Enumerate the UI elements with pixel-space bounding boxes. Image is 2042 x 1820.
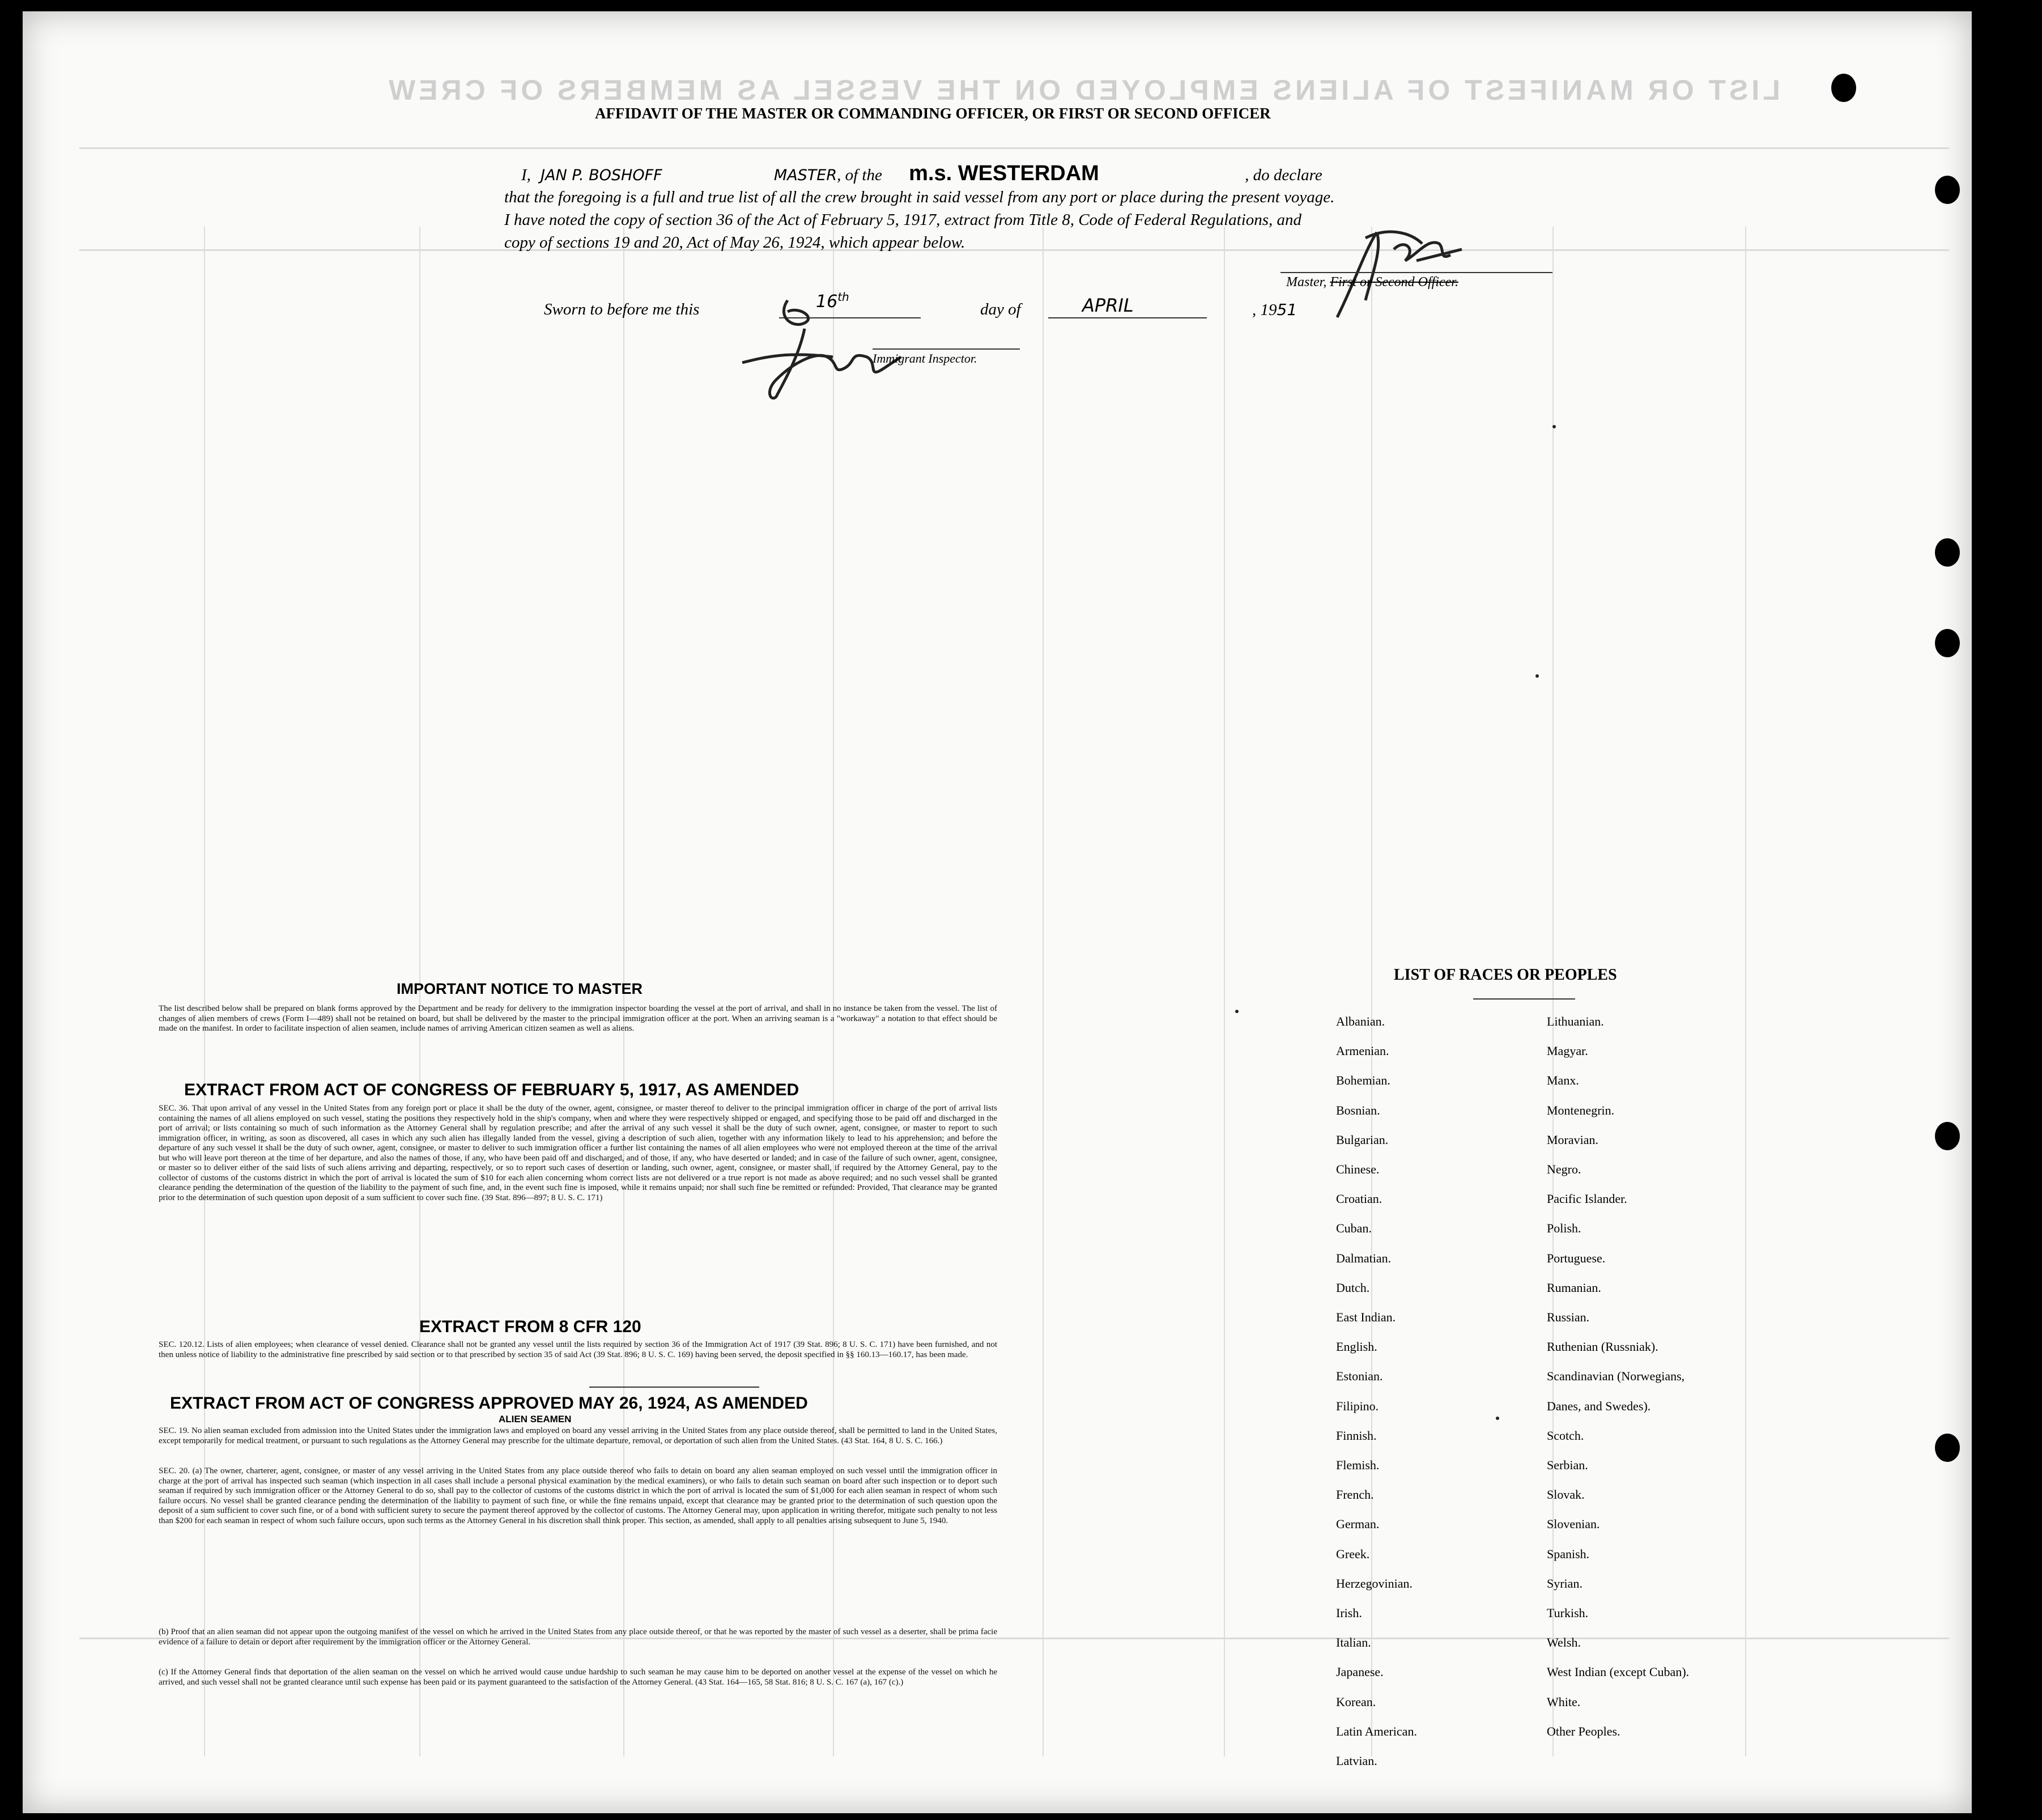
stray-mark [1235, 1010, 1239, 1013]
race-item: Rumanian. [1547, 1280, 1601, 1295]
ghost-column-line [1224, 227, 1225, 1757]
manifest-page [23, 11, 1972, 1813]
race-item: Armenian. [1336, 1044, 1389, 1058]
extract-1924-body-2: SEC. 20. (a) The owner, charterer, agent, consignee, or master of any vessel arriving in the United States from any place outside thereof who fails to detain on board any alien seaman employed on such vessel until the immigration officer in charge at the port of arrival has inspected such seaman (which inspection in all cases shall include a personal physical examination by the medical examiners), or who fails to detain such seaman on board after such inspection or to deport such seaman if required by such immigration officer or the Attorney General to do so, shall pay to the collector of customs of the customs district in which the port of arrival is located the sum of $1,000 for each alien seaman in respect of whom such failure occurs. No vessel shall be granted clearance pending the determination of the liability to payment of such fine, or while the fine remains unpaid, except that clearance may be granted prior to the determination of such question upon the deposit of a sum sufficient to cover such fine, or of a bond with sufficient surety to secure the payment thereof approved by the collector of customs. The Attorney General may, upon application in writing therefor, mitigate such penalty to not less than $200 for each seaman in respect of whom such failure occurs, upon such terms as the Attorney General in his discretion shall think proper. This section, as amended, shall apply to all penalties arising subsequent to June 5, 1940. [159, 1466, 997, 1525]
race-item: Scotch. [1547, 1428, 1584, 1443]
stray-mark [1496, 1417, 1499, 1420]
extract-cfr-title: EXTRACT FROM 8 CFR 120 [419, 1317, 641, 1336]
day-of-label: day of [980, 300, 1021, 318]
extract-cfr-body: SEC. 120.12. Lists of alien employees; when clearance of vessel denied. Clearance shall not be granted any vessel until the lists required by section 36 of the Immigration Act of 1917 (39 Stat. 896; 8 U. S. C. 171) have been furnished, and not then unless notice of liability to the administrative fine prescribed by said section or to that prescribed by section 35 of said Act (39 Stat. 896; 8 U. S. C. 169) having been served, the deposit specified in §§ 160.13—160.17, has been made. [159, 1340, 997, 1359]
sworn-month: APRIL [1082, 295, 1134, 316]
do-declare-text: , do declare [1245, 166, 1322, 184]
punch-hole [1831, 74, 1856, 102]
race-item: Korean. [1336, 1694, 1376, 1709]
race-item: Moravian. [1547, 1132, 1599, 1147]
inspector-label: Immigrant Inspector. [873, 351, 977, 365]
race-item: Latvian. [1336, 1754, 1377, 1768]
role-struck: First or Second Officer. [1330, 275, 1458, 290]
race-item: Pacific Islander. [1547, 1192, 1627, 1206]
stray-mark [1552, 425, 1556, 428]
affidavit-line-1 [521, 161, 1322, 186]
master-signature [1331, 215, 1473, 331]
year-suffix: 51 [1277, 300, 1297, 319]
race-item: Croatian. [1336, 1192, 1382, 1206]
race-item: Greek. [1336, 1546, 1370, 1561]
race-item: Finnish. [1336, 1428, 1377, 1443]
sworn-day-suffix: th [837, 290, 849, 304]
signature-line [1280, 272, 1552, 273]
race-item: Lithuanian. [1547, 1014, 1604, 1028]
extract-1917-title: EXTRACT FROM ACT OF CONGRESS OF FEBRUARY 5, 1917, AS AMENDED [184, 1081, 799, 1099]
race-item: Danes, and Swedes). [1547, 1398, 1651, 1413]
extract-1917-body: SEC. 36. That upon arrival of any vessel in the United States from any foreign port or place it shall be the duty of the owner, agent, consignee, or master thereof to deliver to the principal immigration officer in charge of the port of arrival lists containing the names of all aliens employed on such vessel, stating the positions they respectively hold in the ship's company, when and where they were respectively shipped or engaged, and specifying those to be paid off and discharged in the port of arrival; or lists containing so much of such information as the Attorney General shall by regulation prescribe; and after the arrival of any such vessel it shall be the duty of such owner, agent, consignee, or master to report to such immigration officer, in writing, as soon as discovered, all cases in which any such alien has illegally landed from the vessel, giving a description of such alien, together with any information likely to lead to his apprehension; and before the departure of any such vessel it shall be the duty of such owner, agent, consignee, or master to deliver to such immigration officer a further list containing the names of all alien employees who were not employed thereon at the time of the arrival but who will leave port thereon at the time of her departure, and also the names of those, if any, who have been paid off and discharged, and of those, if any, who have deserted or landed; and in case of the failure of such owner, agent, consignee, or master so to deliver either of the said lists of such aliens arriving and departing, respectively, or so to report such cases of desertion or landing, such owner, agent, consignee, or master shall, if required by the Attorney General, pay to the collector of customs of the customs district in which the port of arrival is located the sum of $10 for each alien concerning whom correct lists are not delivered or a true report is not made as above required; and no such vessel shall be granted clearance pending the determination of the question of the liability to the payment of such fine, and, in the event such fine is imposed, while it remains unpaid; nor shall such fine be remitted or refunded: Provided, That clearance may be granted prior to the determination of such question upon deposit of a sum sufficient to cover such fine. (39 Stat. 896—897; 8 U. S. C. 171) [159, 1104, 997, 1202]
ghost-rule [79, 249, 1949, 251]
race-item: Chinese. [1336, 1162, 1380, 1176]
ghost-column-line [1043, 227, 1044, 1757]
race-item: French. [1336, 1487, 1374, 1502]
race-item: Magyar. [1547, 1044, 1588, 1058]
race-item: Ruthenian (Russniak). [1547, 1340, 1658, 1354]
race-item: Albanian. [1336, 1014, 1385, 1028]
race-item: Negro. [1547, 1162, 1581, 1176]
punch-hole [1935, 538, 1960, 567]
race-item: Dutch. [1336, 1280, 1370, 1295]
ghost-rule [79, 147, 1949, 149]
race-item: Polish. [1547, 1221, 1581, 1236]
extract-1924-subtitle: ALIEN SEAMEN [499, 1414, 572, 1424]
race-item: White. [1547, 1694, 1581, 1709]
extract-1924-body-4: (c) If the Attorney General finds that deportation of the alien seaman on the vessel on which he arrived would cause undue hardship to such seaman he may cause him to be deported on another vessel at the expense of the vessel on which he arrived, and such vessel shall not be granted clearance until such expense has been paid or its payment guaranteed to the satisfaction of the Attorney General. (43 Stat. 164—165, 58 Stat. 816; 8 U. S. C. 167 (a), 167 (c).) [159, 1668, 997, 1687]
sworn-year [1252, 300, 1297, 320]
race-item: Herzegovinian. [1336, 1576, 1413, 1591]
affidavit-line-3: I have noted the copy of section 36 of the Act of February 5, 1917, extract from Title 8, Code of Federal Regulations, and [504, 211, 1302, 229]
stray-mark [1535, 674, 1539, 678]
race-item: Manx. [1547, 1073, 1579, 1088]
divider [589, 1387, 759, 1388]
race-item: Filipino. [1336, 1398, 1379, 1413]
race-item: Spanish. [1547, 1546, 1590, 1561]
race-item: Welsh. [1547, 1635, 1581, 1650]
ghost-column-line [204, 227, 205, 1757]
race-item: Portuguese. [1547, 1251, 1606, 1265]
race-item: West Indian (except Cuban). [1547, 1665, 1690, 1679]
notice-body: The list described below shall be prepared on blank forms approved by the Department and be ready for delivery to the immigration inspector boarding the vessel at the port of arrival, and shall in no instance be taken from the vessel. The list of changes of alien members of crews (Form I—489) shall not be retained on board, but shall be delivered by the master to the principal immigration officer at the port. When an arriving seaman is a "workaway" a notation to that effect should be made on the manifest. In order to facilitate inspection of alien seamen, include names of arriving American citizen seamen as well as aliens. [159, 1004, 997, 1033]
inspector-line [873, 348, 1020, 350]
race-item: Slovak. [1547, 1487, 1585, 1502]
race-item: German. [1336, 1517, 1380, 1532]
punch-hole [1935, 629, 1960, 657]
affidavit-title: AFFIDAVIT OF THE MASTER OR COMMANDING OFFICER, OR FIRST OR SECOND OFFICER [595, 105, 1271, 122]
race-item: Montenegrin. [1547, 1103, 1615, 1117]
race-item: Slovenian. [1547, 1517, 1600, 1532]
ghost-column-line [833, 227, 834, 1757]
race-item: Flemish. [1336, 1458, 1380, 1472]
race-item: Syrian. [1547, 1576, 1582, 1591]
race-item: Italian. [1336, 1635, 1371, 1650]
race-item: Bulgarian. [1336, 1132, 1389, 1147]
extract-1924-title: EXTRACT FROM ACT OF CONGRESS APPROVED MAY 26, 1924, AS AMENDED [170, 1394, 808, 1413]
punch-hole [1935, 176, 1960, 204]
race-item: Serbian. [1547, 1458, 1588, 1472]
master-name: JAN P. BOSHOFF [541, 167, 662, 184]
race-item: English. [1336, 1340, 1377, 1354]
affidavit-line-4: copy of sections 19 and 20, Act of May 26, 1924, which appear below. [504, 233, 965, 252]
race-item: Bosnian. [1336, 1103, 1380, 1117]
year-prefix: , 19 [1252, 301, 1277, 319]
race-item: Turkish. [1547, 1606, 1589, 1620]
reversed-ghost-heading: LIST OR MANIFEST OF ALIENS EMPLOYED ON THE VESSEL AS MEMBERS OF CREW [385, 74, 1780, 106]
extract-1924-body-3: (b) Proof that an alien seaman did not appear upon the outgoing manifest of the vessel on which he arrived in the United States from any place outside thereof, or that he was reported by the master of such vessel as a deserter, shall be prima facie evidence of a failure to detain or deport after requirement by the immigration officer or the Attorney General. [159, 1627, 997, 1647]
ghost-column-line [1745, 227, 1746, 1757]
punch-hole [1935, 1122, 1960, 1150]
ship-name: m.s. WESTERDAM [909, 161, 1099, 185]
race-item: Cuban. [1336, 1221, 1372, 1236]
master-rank: MASTER [773, 167, 837, 184]
affidavit-line-2: that the foregoing is a full and true list of all the crew brought in said vessel from any port or place during the present voyage. [504, 188, 1335, 206]
signature-role-label [1286, 275, 1458, 290]
sworn-month-line [1048, 317, 1207, 318]
punch-hole [1935, 1434, 1960, 1462]
sworn-prefix: Sworn to before me this [544, 300, 700, 318]
line1-prefix: I, [521, 166, 531, 184]
race-item: Dalmatian. [1336, 1251, 1392, 1265]
notice-title: IMPORTANT NOTICE TO MASTER [397, 980, 643, 997]
races-title: LIST OF RACES OR PEOPLES [1394, 966, 1617, 984]
race-item: Bohemian. [1336, 1073, 1390, 1088]
races-title-rule [1473, 998, 1575, 1000]
of-the-text: , of the [837, 166, 882, 184]
race-item: East Indian. [1336, 1310, 1396, 1324]
race-item: Irish. [1336, 1606, 1362, 1620]
sworn-day-number: 16 [816, 292, 838, 312]
extract-1924-body-1: SEC. 19. No alien seaman excluded from admission into the United States under the immigration laws and employed on board any vessel arriving in the United States from any place outside thereof, shall be permitted to land in the United States, except temporarily for medical treatment, or pursuant to such regulations as the Attorney General may prescribe for the ultimate departure, removal, or deportation of such alien from the United States. (43 Stat. 164, 8 U. S. C. 166.) [159, 1426, 997, 1445]
race-item: Other Peoples. [1547, 1724, 1620, 1738]
race-item: Scandinavian (Norwegians, [1547, 1369, 1685, 1384]
role-master: Master, [1286, 275, 1327, 290]
race-item: Japanese. [1336, 1665, 1384, 1679]
race-item: Russian. [1547, 1310, 1590, 1324]
race-item: Latin American. [1336, 1724, 1417, 1738]
race-item: Estonian. [1336, 1369, 1383, 1384]
